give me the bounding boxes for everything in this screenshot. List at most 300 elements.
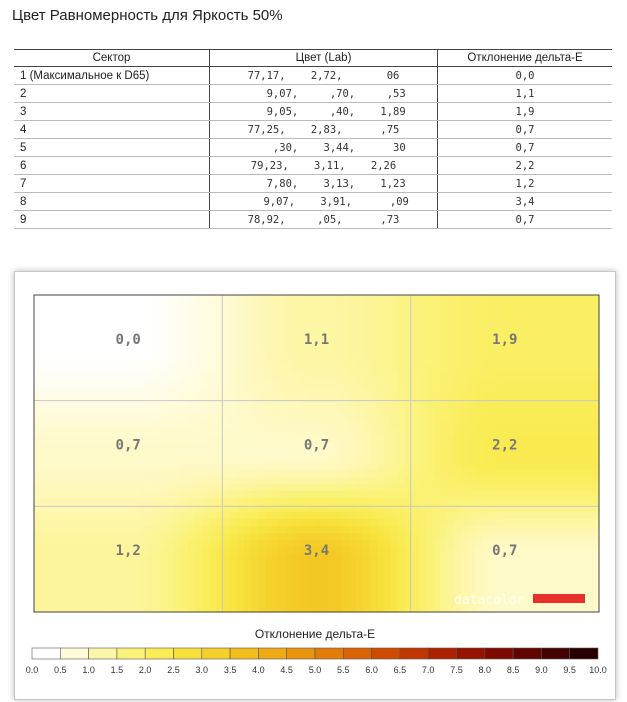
heatmap-pixel [377,435,385,443]
heatmap-pixel [48,358,56,366]
heatmap-pixel [517,351,525,359]
heatmap-pixel [76,372,84,380]
heatmap-pixel [293,603,301,611]
heatmap-pixel [384,372,392,380]
heatmap-pixel [55,316,63,324]
heatmap-pixel [48,582,56,590]
heatmap-pixel [419,603,427,611]
heatmap-pixel [454,372,462,380]
heatmap-pixel [363,526,371,534]
heatmap-pixel [482,547,490,555]
heatmap-pixel [538,414,546,422]
heatmap-pixel [181,575,189,583]
heatmap-pixel [293,344,301,352]
heatmap-pixel [230,428,238,436]
heatmap-pixel [48,477,56,485]
colorbar-title: Отклонение дельта-Е [254,627,376,641]
heatmap-pixel [552,442,560,450]
heatmap-pixel [286,554,294,562]
cell-sector: 9 [14,211,210,229]
heatmap-pixel [356,351,364,359]
heatmap-pixel [83,414,91,422]
heatmap-pixel [174,442,182,450]
heatmap-pixel [265,337,273,345]
heatmap-pixel [300,323,308,331]
heatmap-pixel [552,372,560,380]
heatmap-pixel [524,309,532,317]
heatmap-pixel [328,533,336,541]
heatmap-pixel [62,575,70,583]
heatmap-pixel [251,491,259,499]
heatmap-pixel [34,470,42,478]
heatmap-pixel [363,358,371,366]
heatmap-pixel [363,365,371,373]
heatmap-pixel [111,477,119,485]
heatmap-pixel [104,449,112,457]
heatmap-pixel [580,379,588,387]
heatmap-pixel [503,582,511,590]
heatmap-pixel [363,295,371,303]
heatmap-pixel [405,449,413,457]
heatmap-pixel [132,351,140,359]
heatmap-pixel [552,323,560,331]
heatmap-pixel [384,568,392,576]
colorbar-tick-label: 0.0 [25,665,39,675]
heatmap-pixel [475,582,483,590]
heatmap-pixel [398,491,406,499]
heatmap-pixel [321,568,329,576]
heatmap-pixel [475,463,483,471]
heatmap-pixel [69,309,77,317]
heatmap-pixel [167,372,175,380]
heatmap-pixel [545,316,553,324]
heatmap-pixel [405,393,413,401]
heatmap-pixel [559,463,567,471]
heatmap-pixel [132,372,140,380]
heatmap-pixel [545,568,553,576]
heatmap-pixel [517,561,525,569]
heatmap-pixel [447,540,455,548]
heatmap-pixel [356,323,364,331]
heatmap-pixel [447,463,455,471]
heatmap-pixel [83,470,91,478]
heatmap-pixel [272,533,280,541]
heatmap-pixel [139,421,147,429]
colorbar-tick-label: 3.5 [223,665,237,675]
heatmap-pixel [503,428,511,436]
heatmap-pixel [153,365,161,373]
heatmap-pixel [174,449,182,457]
heatmap-pixel [41,603,49,611]
heatmap-pixel [552,533,560,541]
heatmap-pixel [482,302,490,310]
heatmap-pixel [286,449,294,457]
heatmap-pixel [90,414,98,422]
heatmap-pixel [160,561,168,569]
heatmap-pixel [454,323,462,331]
heatmap-pixel [237,302,245,310]
heatmap-pixel [279,512,287,520]
heatmap-pixel [244,414,252,422]
heatmap-pixel [398,477,406,485]
heatmap-pixel [531,316,539,324]
heatmap-pixel [230,372,238,380]
heatmap-pixel [97,302,105,310]
heatmap-pixel [370,526,378,534]
heatmap-pixel [55,358,63,366]
heatmap-pixel [566,414,574,422]
heatmap-pixel [188,414,196,422]
heatmap-pixel [139,386,147,394]
heatmap-pixel [272,351,280,359]
heatmap-pixel [482,407,490,415]
heatmap-pixel [286,414,294,422]
heatmap-pixel [188,428,196,436]
heatmap-pixel [146,295,154,303]
cell-delta-e: 2,2 [438,157,613,175]
heatmap-pixel [258,351,266,359]
heatmap-pixel [426,547,434,555]
heatmap-pixel [580,561,588,569]
heatmap-pixel [62,561,70,569]
heatmap-pixel [419,442,427,450]
heatmap-pixel [83,561,91,569]
heatmap-pixel [279,463,287,471]
heatmap-pixel [566,512,574,520]
heatmap-pixel [279,407,287,415]
heatmap-pixel [391,302,399,310]
heatmap-pixel [510,358,518,366]
heatmap-pixel [181,568,189,576]
heatmap-pixel [258,435,266,443]
heatmap-pixel [475,351,483,359]
heatmap-pixel [391,337,399,345]
heatmap-pixel [286,582,294,590]
heatmap-pixel [111,365,119,373]
heatmap-pixel [258,554,266,562]
heatmap-pixel [272,526,280,534]
heatmap-pixel [188,407,196,415]
heatmap-pixel [587,470,595,478]
heatmap-pixel [370,323,378,331]
colorbar-tick-label: 8.5 [506,665,520,675]
heatmap-pixel [146,519,154,527]
heatmap-pixel [307,519,315,527]
heatmap-pixel [48,589,56,597]
heatmap-pixel [335,442,343,450]
heatmap-pixel [440,547,448,555]
heatmap-pixel [251,575,259,583]
heatmap-pixel [419,491,427,499]
heatmap-pixel [587,379,595,387]
heatmap-pixel [384,365,392,373]
cell-value-label: 0,7 [115,437,141,454]
heatmap-pixel [384,302,392,310]
heatmap-pixel [160,568,168,576]
heatmap-pixel [153,330,161,338]
heatmap-pixel [468,512,476,520]
heatmap-pixel [251,596,259,604]
heatmap-pixel [195,295,203,303]
heatmap-pixel [356,477,364,485]
heatmap-pixel [349,477,357,485]
heatmap-pixel [356,463,364,471]
heatmap-pixel [412,428,420,436]
heatmap-pixel [97,407,105,415]
heatmap-pixel [342,393,350,401]
heatmap-pixel [328,302,336,310]
heatmap-pixel [83,309,91,317]
heatmap-pixel [258,603,266,611]
heatmap-pixel [188,540,196,548]
heatmap-pixel [412,386,420,394]
heatmap-pixel [104,526,112,534]
heatmap-pixel [482,582,490,590]
heatmap-pixel [377,414,385,422]
heatmap-pixel [377,295,385,303]
heatmap-pixel [440,519,448,527]
heatmap-pixel [552,309,560,317]
heatmap-pixel [349,309,357,317]
heatmap-pixel [433,372,441,380]
heatmap-pixel [167,456,175,464]
heatmap-pixel [132,421,140,429]
heatmap-pixel [111,512,119,520]
heatmap-pixel [370,477,378,485]
heatmap-pixel [510,533,518,541]
heatmap-pixel [447,498,455,506]
heatmap-pixel [398,393,406,401]
heatmap-pixel [587,442,595,450]
heatmap-pixel [244,575,252,583]
heatmap-pixel [482,295,490,303]
heatmap-pixel [580,491,588,499]
heatmap-pixel [356,428,364,436]
heatmap-pixel [447,421,455,429]
heatmap-pixel [433,323,441,331]
heatmap-pixel [566,435,574,443]
heatmap-pixel [48,386,56,394]
heatmap-pixel [587,344,595,352]
heatmap-pixel [111,498,119,506]
heatmap-pixel [482,358,490,366]
heatmap-pixel [342,435,350,443]
heatmap-pixel [314,484,322,492]
heatmap-pixel [90,491,98,499]
heatmap-pixel [447,330,455,338]
heatmap-pixel [223,414,231,422]
heatmap-pixel [447,365,455,373]
heatmap-pixel [538,554,546,562]
heatmap-pixel [573,435,581,443]
heatmap-pixel [524,491,532,499]
heatmap-pixel [503,421,511,429]
heatmap-pixel [440,337,448,345]
heatmap-pixel [559,316,567,324]
heatmap-pixel [55,519,63,527]
heatmap-pixel [405,463,413,471]
heatmap-pixel [258,295,266,303]
heatmap-pixel [517,470,525,478]
cell-value-label: 0,0 [115,331,141,348]
heatmap-pixel [538,519,546,527]
heatmap-pixel [286,358,294,366]
colorbar-tick-label: 5.0 [308,665,322,675]
heatmap-pixel [34,596,42,604]
heatmap-pixel [370,393,378,401]
heatmap-pixel [41,337,49,345]
heatmap-pixel [391,365,399,373]
heatmap-pixel [405,568,413,576]
heatmap-pixel [517,568,525,576]
heatmap-pixel [573,407,581,415]
heatmap-pixel [573,421,581,429]
heatmap-pixel [251,442,259,450]
heatmap-pixel [76,463,84,471]
heatmap-pixel [440,379,448,387]
heatmap-pixel [517,323,525,331]
heatmap-pixel [552,582,560,590]
heatmap-pixel [412,358,420,366]
heatmap-pixel [69,351,77,359]
heatmap-pixel [531,568,539,576]
heatmap-pixel [468,323,476,331]
heatmap-pixel [524,470,532,478]
heatmap-pixel [503,512,511,520]
heatmap-pixel [419,463,427,471]
heatmap-pixel [181,372,189,380]
heatmap-pixel [328,323,336,331]
heatmap-pixel [314,491,322,499]
heatmap-pixel [489,498,497,506]
heatmap-pixel [412,372,420,380]
heatmap-pixel [76,449,84,457]
heatmap-pixel [104,344,112,352]
heatmap-pixel [48,435,56,443]
heatmap-pixel [412,344,420,352]
heatmap-pixel [370,554,378,562]
heatmap-pixel [34,477,42,485]
heatmap-pixel [398,582,406,590]
heatmap-pixel [384,316,392,324]
heatmap-pixel [34,386,42,394]
heatmap-pixel [426,365,434,373]
heatmap-pixel [419,295,427,303]
heatmap-pixel [244,323,252,331]
heatmap-pixel [363,351,371,359]
heatmap-pixel [405,526,413,534]
heatmap-pixel [181,309,189,317]
heatmap-pixel [181,358,189,366]
heatmap-pixel [258,330,266,338]
heatmap-pixel [349,526,357,534]
heatmap-pixel [181,498,189,506]
heatmap-pixel [489,512,497,520]
heatmap-pixel [524,442,532,450]
heatmap-pixel [293,463,301,471]
heatmap-pixel [230,533,238,541]
heatmap-pixel [468,561,476,569]
heatmap-pixel [342,519,350,527]
heatmap-pixel [41,365,49,373]
heatmap-pixel [538,330,546,338]
heatmap-pixel [377,554,385,562]
heatmap-pixel [419,379,427,387]
heatmap-pixel [90,316,98,324]
heatmap-pixel [335,323,343,331]
heatmap-pixel [517,547,525,555]
heatmap-pixel [349,470,357,478]
heatmap-pixel [265,393,273,401]
heatmap-pixel [419,428,427,436]
heatmap-pixel [118,498,126,506]
heatmap-pixel [62,435,70,443]
heatmap-pixel [377,575,385,583]
heatmap-pixel [97,449,105,457]
heatmap-pixel [41,428,49,436]
heatmap-pixel [237,330,245,338]
heatmap-pixel [97,582,105,590]
heatmap-pixel [531,407,539,415]
heatmap-pixel [475,470,483,478]
heatmap-pixel [496,365,504,373]
heatmap-pixel [426,379,434,387]
heatmap-pixel [118,379,126,387]
heatmap-pixel [244,519,252,527]
heatmap-pixel [181,323,189,331]
heatmap-pixel [83,428,91,436]
heatmap-pixel [447,316,455,324]
heatmap-pixel [587,596,595,604]
heatmap-pixel [356,554,364,562]
heatmap-pixel [272,477,280,485]
heatmap-pixel [188,316,196,324]
heatmap-pixel [496,512,504,520]
heatmap-pixel [503,358,511,366]
heatmap-pixel [279,456,287,464]
heatmap-pixel [370,589,378,597]
heatmap-pixel [251,295,259,303]
heatmap-pixel [391,589,399,597]
heatmap-pixel [300,589,308,597]
heatmap-pixel [237,484,245,492]
heatmap-pixel [202,582,210,590]
heatmap-pixel [321,414,329,422]
heatmap-pixel [349,421,357,429]
heatmap-pixel [384,337,392,345]
heatmap-pixel [202,533,210,541]
heatmap-pixel [125,596,133,604]
heatmap-pixel [538,463,546,471]
heatmap-pixel [153,393,161,401]
heatmap-pixel [391,526,399,534]
heatmap-pixel [587,358,595,366]
heatmap-pixel [587,512,595,520]
heatmap-pixel [419,330,427,338]
heatmap-pixel [489,386,497,394]
heatmap-pixel [293,498,301,506]
heatmap-pixel [244,428,252,436]
heatmap-pixel [286,498,294,506]
heatmap-pixel [573,540,581,548]
heatmap-pixel [167,568,175,576]
heatmap-pixel [454,309,462,317]
heatmap-pixel [188,484,196,492]
heatmap-pixel [587,337,595,345]
heatmap-pixel [48,351,56,359]
heatmap-pixel [524,512,532,520]
heatmap-pixel [202,519,210,527]
